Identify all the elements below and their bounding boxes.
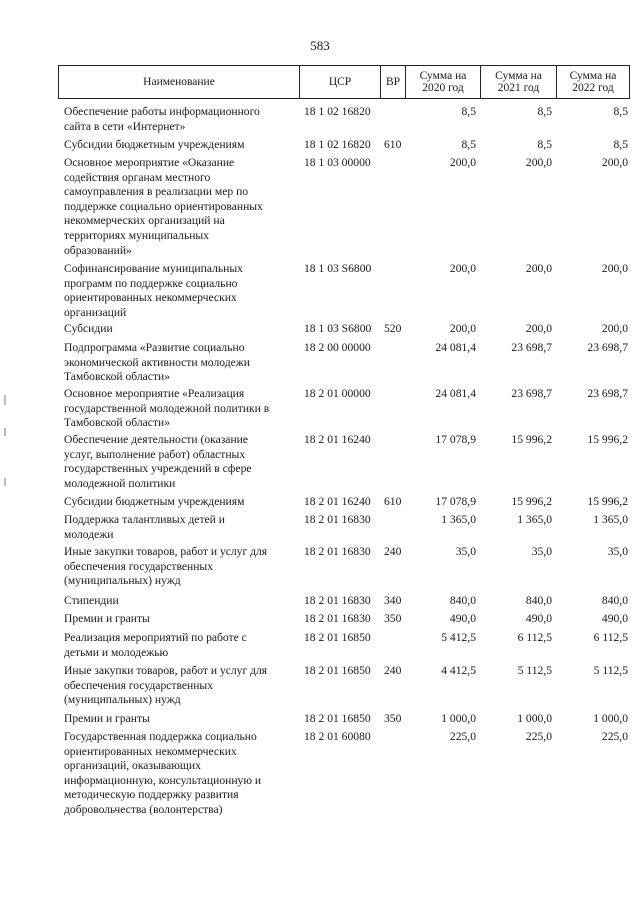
row-name: Реализация мероприятий по работе с детьми и молодежью (64, 631, 247, 659)
header-csr: ЦСР (299, 66, 380, 98)
row-name: Основное мероприятие «Оказание содействия органам местного самоуправления в реализации мер по поддержке социально ориентированных некоммерческих организаций на территориях муниципальных образований» (64, 156, 263, 257)
row-sum-2020: 225,0 (449, 730, 476, 743)
row-vr: 340 (384, 594, 402, 607)
margin-mark (4, 428, 6, 436)
row-vr: 610 (384, 495, 402, 508)
row-name: Премии и гранты (64, 712, 150, 725)
row-csr: 18 1 02 16820 (304, 105, 371, 118)
row-sum-2020: 490,0 (449, 612, 476, 625)
row-sum-2020: 35,0 (455, 545, 476, 558)
row-csr: 18 2 01 16830 (304, 513, 371, 526)
row-sum-2021: 5 112,5 (517, 664, 552, 677)
row-name: Обеспечение деятельности (оказание услуг, выполнение работ) областных государственных учреждений в сфере молодежной политики (64, 433, 252, 490)
row-csr: 18 2 01 00000 (304, 387, 371, 400)
row-csr: 18 1 02 16820 (304, 138, 371, 151)
row-sum-2020: 1 365,0 (441, 513, 476, 526)
row-name: Обеспечение работы информационного сайта в сети «Интернет» (64, 105, 260, 133)
row-sum-2021: 840,0 (525, 594, 552, 607)
row-sum-2021: 15 996,2 (511, 495, 552, 508)
row-vr: 350 (384, 712, 402, 725)
row-sum-2021: 1 365,0 (517, 513, 552, 526)
row-csr: 18 2 01 16850 (304, 664, 371, 677)
row-sum-2020: 17 078,9 (435, 495, 476, 508)
row-sum-2021: 8,5 (537, 138, 552, 151)
row-name: Иные закупки товаров, работ и услуг для обеспечения государственных (муниципальных) нужд (64, 664, 268, 707)
row-name: Софинансирование муниципальных программ по поддержке социально ориентированных некоммерческих организаций (64, 262, 243, 319)
row-csr: 18 2 01 60080 (304, 730, 371, 743)
row-sum-2020: 4 412,5 (441, 664, 476, 677)
row-sum-2020: 840,0 (449, 594, 476, 607)
page-number: 583 (310, 38, 330, 53)
header-sum-2020: Сумма на 2020 год (405, 66, 480, 98)
row-sum-2021: 200,0 (525, 262, 552, 275)
row-sum-2022: 1 365,0 (593, 513, 628, 526)
row-name: Премии и гранты (64, 612, 150, 625)
row-vr: 350 (384, 612, 402, 625)
row-csr: 18 1 03 00000 (304, 156, 371, 169)
row-name: Субсидии бюджетным учреждениям (64, 495, 245, 508)
row-sum-2021: 8,5 (537, 105, 552, 118)
header-sum-2022: Сумма на 2022 год (556, 66, 629, 98)
row-name: Подпрограмма «Развитие социально экономической активности молодежи Тамбовской области» (64, 341, 250, 384)
row-sum-2021: 490,0 (525, 612, 552, 625)
row-csr: 18 2 01 16850 (304, 631, 371, 644)
row-sum-2022: 490,0 (601, 612, 628, 625)
row-sum-2022: 8,5 (613, 138, 628, 151)
row-vr: 520 (384, 322, 402, 335)
row-sum-2020: 200,0 (449, 156, 476, 169)
row-csr: 18 2 01 16240 (304, 433, 371, 446)
row-csr: 18 1 03 S6800 (304, 322, 372, 335)
row-vr: 240 (384, 545, 402, 558)
header-sum-2021: Сумма на 2021 год (480, 66, 556, 98)
row-csr: 18 2 01 16830 (304, 545, 371, 558)
row-sum-2022: 5 112,5 (593, 664, 628, 677)
row-sum-2022: 840,0 (601, 594, 628, 607)
row-sum-2020: 5 412,5 (441, 631, 476, 644)
header-vr: ВР (380, 66, 405, 98)
row-csr: 18 2 01 16240 (304, 495, 371, 508)
row-sum-2022: 1 000,0 (593, 712, 628, 725)
row-name: Государственная поддержка социально ориентированных некоммерческих организаций, оказывающих информационную, консультационную и методическую поддержку развития добровольчества (волонтерства) (64, 730, 262, 816)
row-sum-2021: 1 000,0 (517, 712, 552, 725)
row-csr: 18 2 01 16850 (304, 712, 371, 725)
row-sum-2021: 200,0 (525, 322, 552, 335)
row-sum-2022: 15 996,2 (587, 495, 628, 508)
row-sum-2021: 225,0 (525, 730, 552, 743)
row-sum-2020: 24 081,4 (435, 341, 476, 354)
row-name: Поддержка талантливых детей и молодежи (64, 513, 225, 541)
row-sum-2021: 23 698,7 (511, 341, 552, 354)
row-name: Иные закупки товаров, работ и услуг для обеспечения государственных (муниципальных) нужд (64, 545, 268, 588)
row-csr: 18 2 01 16830 (304, 594, 371, 607)
row-csr: 18 2 01 16830 (304, 612, 371, 625)
table-header (58, 65, 630, 99)
row-vr: 240 (384, 664, 402, 677)
row-sum-2022: 23 698,7 (587, 387, 628, 400)
row-sum-2021: 15 996,2 (511, 433, 552, 446)
margin-mark (4, 395, 6, 405)
row-sum-2020: 200,0 (449, 322, 476, 335)
row-sum-2020: 200,0 (449, 262, 476, 275)
row-name: Основное мероприятие «Реализация государственной молодежной политики в Тамбовской области» (64, 387, 270, 430)
margin-mark (4, 478, 6, 486)
row-sum-2022: 225,0 (601, 730, 628, 743)
row-sum-2020: 1 000,0 (441, 712, 476, 725)
row-sum-2020: 17 078,9 (435, 433, 476, 446)
row-sum-2022: 200,0 (601, 322, 628, 335)
row-name: Субсидии бюджетным учреждениям (64, 138, 245, 151)
row-sum-2022: 200,0 (601, 156, 628, 169)
header-name: Наименование (143, 76, 215, 88)
row-sum-2022: 200,0 (601, 262, 628, 275)
row-csr: 18 1 03 S6800 (304, 262, 372, 275)
row-vr: 610 (384, 138, 402, 151)
row-sum-2021: 200,0 (525, 156, 552, 169)
row-sum-2021: 35,0 (531, 545, 552, 558)
row-csr: 18 2 00 00000 (304, 341, 371, 354)
row-sum-2020: 8,5 (461, 105, 476, 118)
row-sum-2022: 15 996,2 (587, 433, 628, 446)
row-sum-2020: 24 081,4 (435, 387, 476, 400)
row-name: Стипендии (64, 594, 119, 607)
row-sum-2020: 8,5 (461, 138, 476, 151)
row-sum-2021: 23 698,7 (511, 387, 552, 400)
row-name: Субсидии (64, 322, 113, 335)
row-sum-2022: 6 112,5 (593, 631, 628, 644)
row-sum-2022: 8,5 (613, 105, 628, 118)
row-sum-2022: 23 698,7 (587, 341, 628, 354)
row-sum-2021: 6 112,5 (517, 631, 552, 644)
row-sum-2022: 35,0 (607, 545, 628, 558)
